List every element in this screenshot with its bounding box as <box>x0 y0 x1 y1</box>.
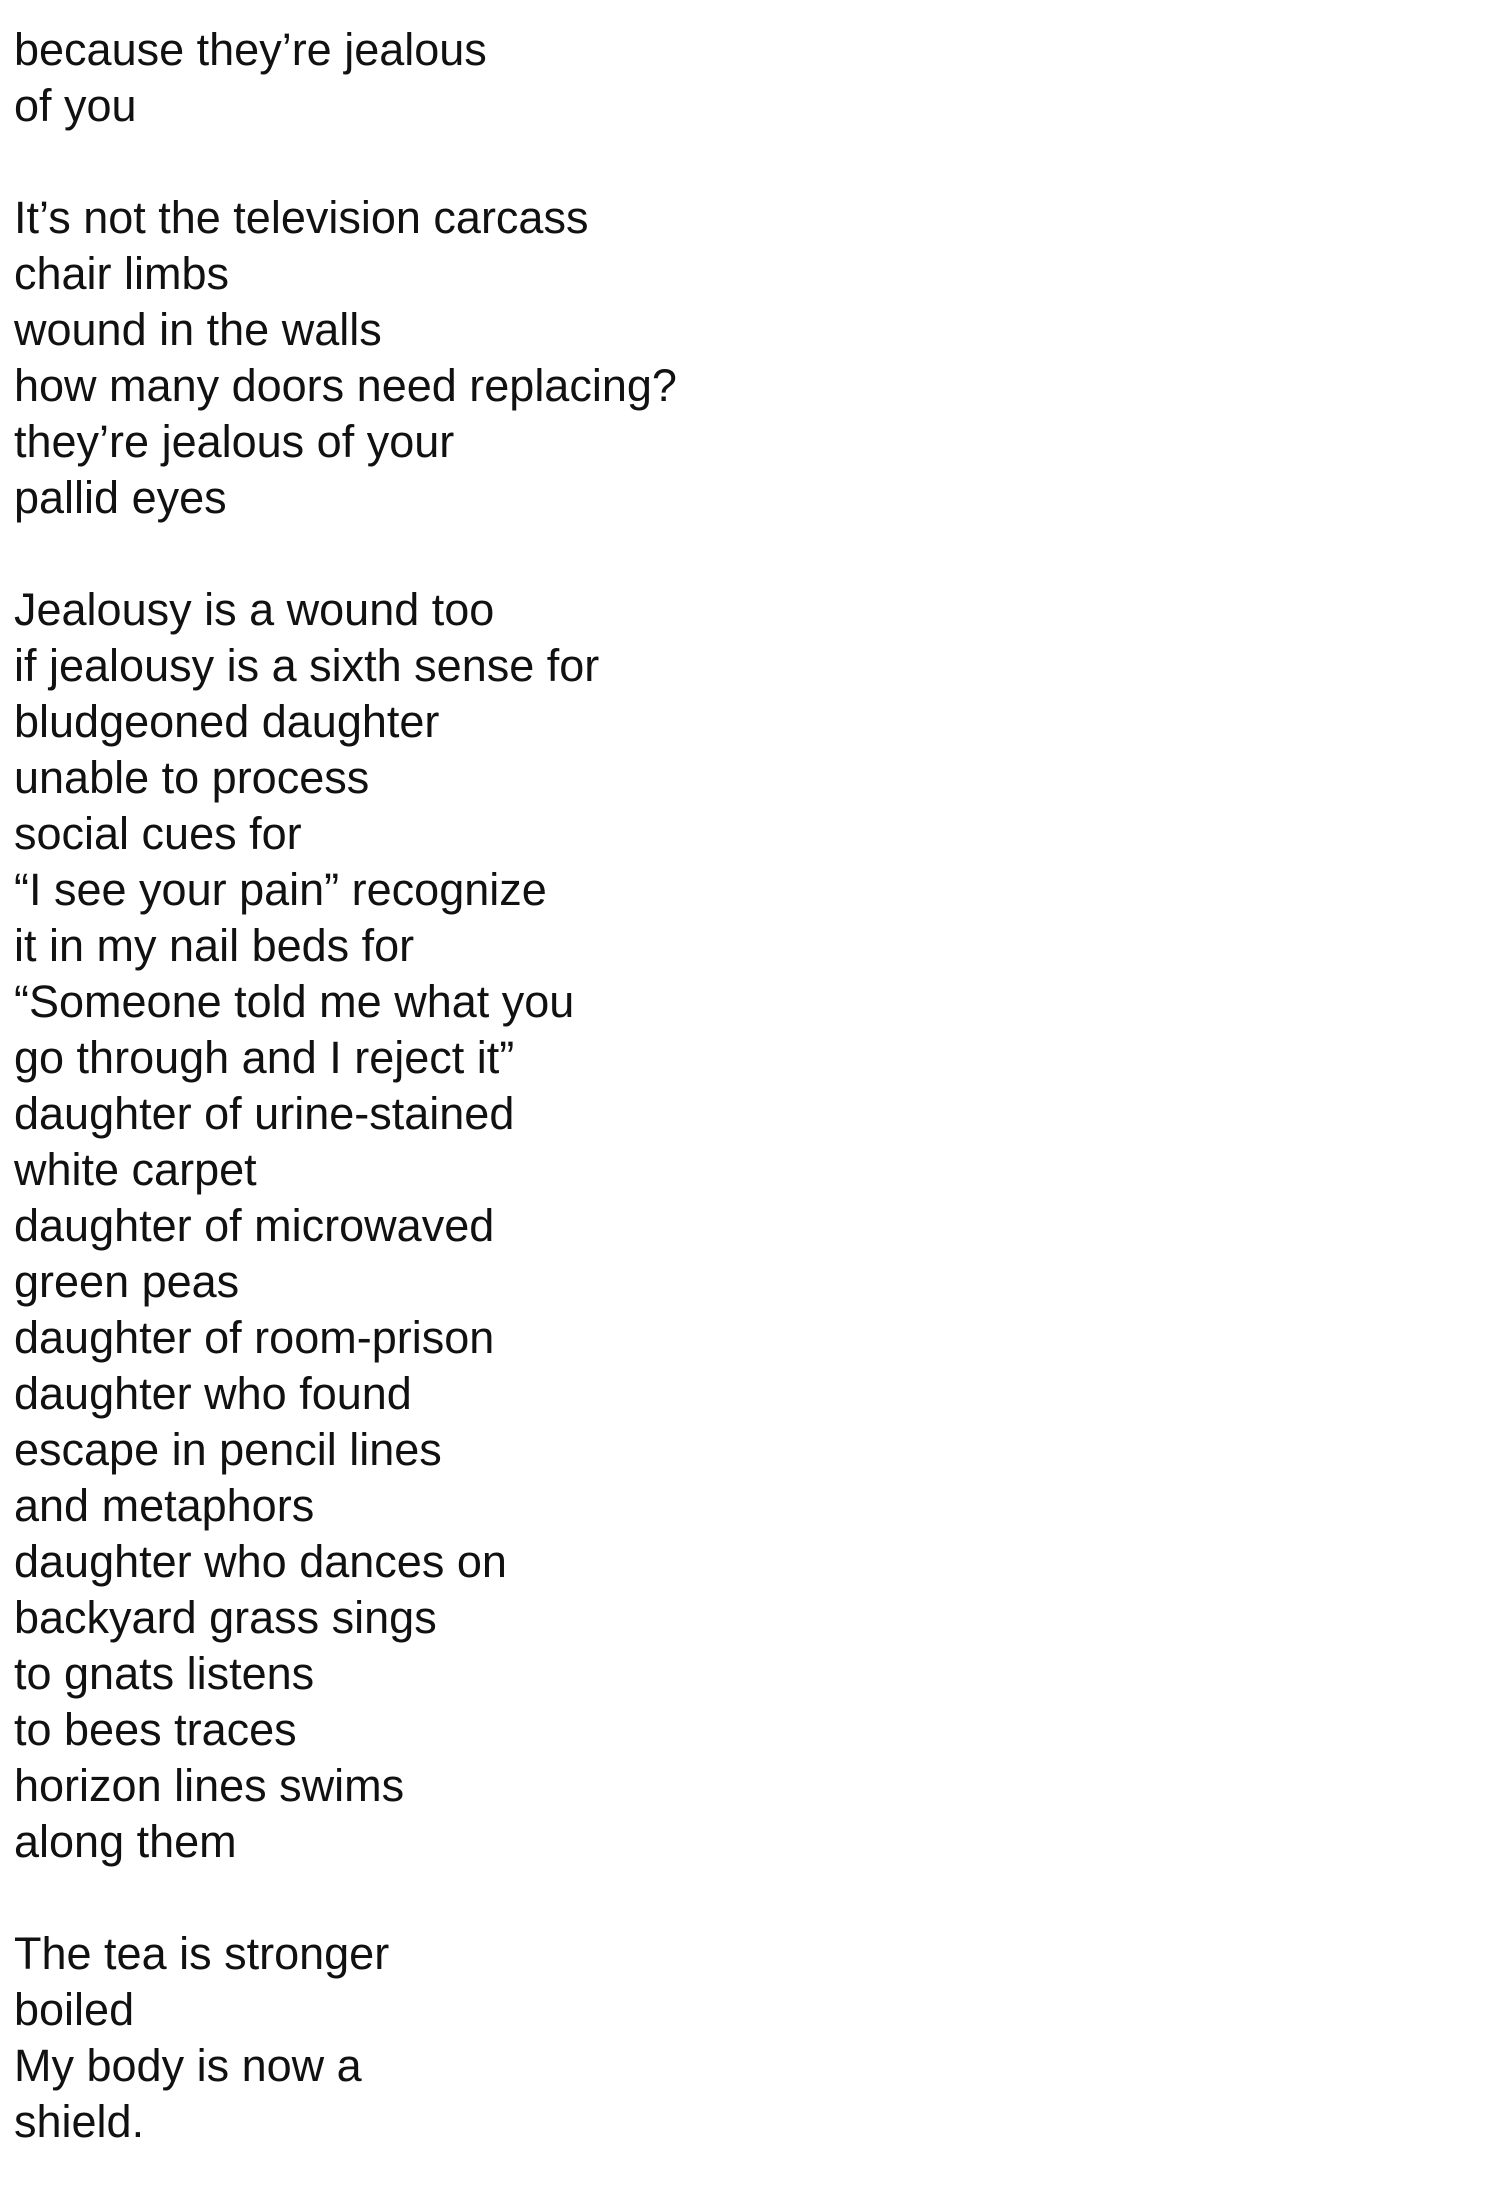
poem-line: along them <box>14 1816 237 1867</box>
poem-line: chair limbs <box>14 248 230 299</box>
poem-line: go through and I reject it” <box>14 1032 515 1083</box>
poem-line: daughter of microwaved <box>14 1200 495 1251</box>
poem-line: wound in the walls <box>14 304 382 355</box>
poem-line: and metaphors <box>14 1480 315 1531</box>
poem-line: My body is now a <box>14 2040 362 2091</box>
poem-line: because they’re jealous <box>14 24 487 75</box>
poem-line: bludgeoned daughter <box>14 696 440 747</box>
poem-line: of you <box>14 80 137 131</box>
stanza-4 <box>14 1926 1474 2150</box>
poem-line: shield. <box>14 2096 145 2147</box>
poem-line: It’s not the television carcass <box>14 192 589 243</box>
poem-line: pallid eyes <box>14 472 227 523</box>
poem-line: it in my nail beds for <box>14 920 415 971</box>
poem-line: “Someone told me what you <box>14 976 575 1027</box>
poem-line: white carpet <box>14 1144 257 1195</box>
poem-line: daughter who dances on <box>14 1536 507 1587</box>
stanza-1 <box>14 22 1474 134</box>
poem-line: daughter who found <box>14 1368 412 1419</box>
poem-line: social cues for <box>14 808 302 859</box>
poem-line: daughter of urine-stained <box>14 1088 515 1139</box>
poem-line: The tea is stronger <box>14 1928 390 1979</box>
stanza-3 <box>14 582 1474 1870</box>
poem-line: they’re jealous of your <box>14 416 455 467</box>
poem-line: Jealousy is a wound too <box>14 584 495 635</box>
poem-line: if jealousy is a sixth sense for <box>14 640 600 691</box>
poem-line: horizon lines swims <box>14 1760 405 1811</box>
poem-line: escape in pencil lines <box>14 1424 442 1475</box>
stanza-2 <box>14 190 1474 526</box>
poem-line: “I see your pain” recognize <box>14 864 547 915</box>
poem-body <box>14 22 1474 2150</box>
poem-line: boiled <box>14 1984 135 2035</box>
poem-line: to gnats listens <box>14 1648 315 1699</box>
poem-line: how many doors need replacing? <box>14 360 677 411</box>
poem-line: unable to process <box>14 752 370 803</box>
poem-line: green peas <box>14 1256 240 1307</box>
poem-line: backyard grass sings <box>14 1592 437 1643</box>
poem-line: daughter of room-prison <box>14 1312 495 1363</box>
poem-line: to bees traces <box>14 1704 297 1755</box>
